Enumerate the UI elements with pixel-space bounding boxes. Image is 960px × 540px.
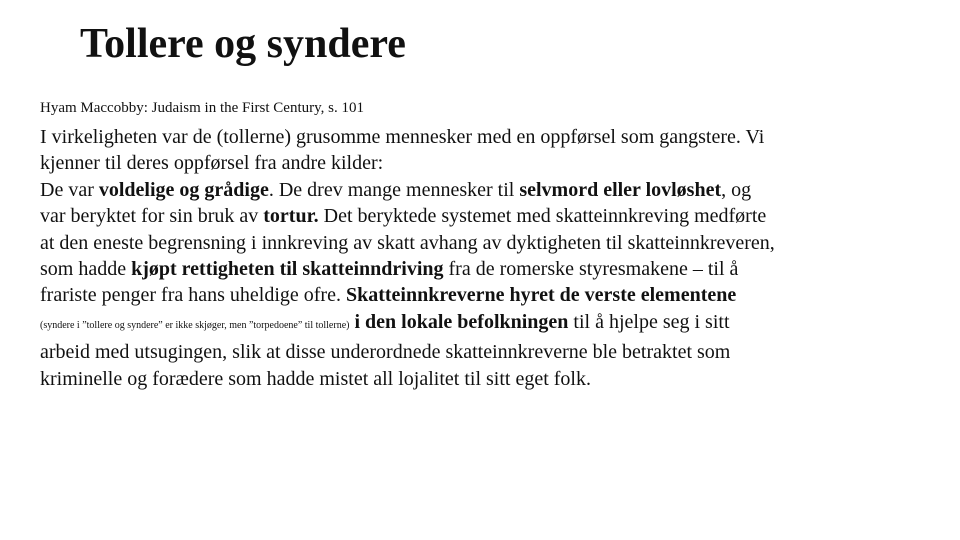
emphasis-run: selvmord eller lovløshet <box>519 178 722 201</box>
text-run: som hadde <box>40 258 132 281</box>
source-citation: Hyam Maccobby: Judaism in the First Century, s. 101 <box>40 100 364 116</box>
text-run: De var <box>40 178 99 201</box>
text-run: var beryktet for sin bruk av <box>40 205 264 228</box>
paragraph-2-line-8: kriminelle og forædere som hadde mistet all lojalitet til sitt eget folk. <box>40 367 591 390</box>
emphasis-run: kjøpt rettigheten til skatteinndriving <box>131 258 444 281</box>
footnote-aside: (syndere i ”tollere og syndere” er ikke skjøger, men ”torpedoene” til tollerne) <box>40 319 350 331</box>
text-run: . De drev mange mennesker til <box>268 178 520 201</box>
body-text <box>40 124 940 392</box>
text-run: Det beryktede systemet med skatteinnkreving medførte <box>318 205 767 228</box>
text-run: til å hjelpe seg i sitt <box>568 310 730 333</box>
emphasis-run: voldelige og grådige <box>98 178 269 201</box>
paragraph-2-line-1 <box>40 177 940 203</box>
emphasis-run: tortur. <box>263 205 319 228</box>
paragraph-2-line-3: at den eneste begrensning i innkreving av skatt avhang av dyktigheten til skatteinnkreveren, <box>40 231 775 254</box>
emphasis-run: i den lokale befolkningen <box>349 310 569 333</box>
text-run: frariste penger fra hans uheldige ofre. <box>40 284 346 307</box>
text-run: , og <box>721 178 752 201</box>
paragraph-2-line-5 <box>40 282 940 308</box>
slide-title: Tollere og syndere <box>80 21 406 67</box>
paragraph-1-line-1: I virkeligheten var de (tollerne) grusomme mennesker med en oppførsel som gangstere. Vi <box>40 126 765 148</box>
text-run: fra de romerske styresmakene – til å <box>443 258 739 281</box>
paragraph-1-line-2: kjenner til deres oppførsel fra andre kilder: <box>40 152 384 175</box>
paragraph-2-line-6 <box>40 309 940 339</box>
paragraph-2-line-2 <box>40 203 940 229</box>
paragraph-2-line-7: arbeid med utsugingen, slik at disse underordnede skatteinnkreverne ble betraktet som <box>40 341 731 364</box>
paragraph-2-line-4 <box>40 256 940 282</box>
emphasis-run: Skatteinnkreverne hyret de verste elementene <box>345 284 737 307</box>
